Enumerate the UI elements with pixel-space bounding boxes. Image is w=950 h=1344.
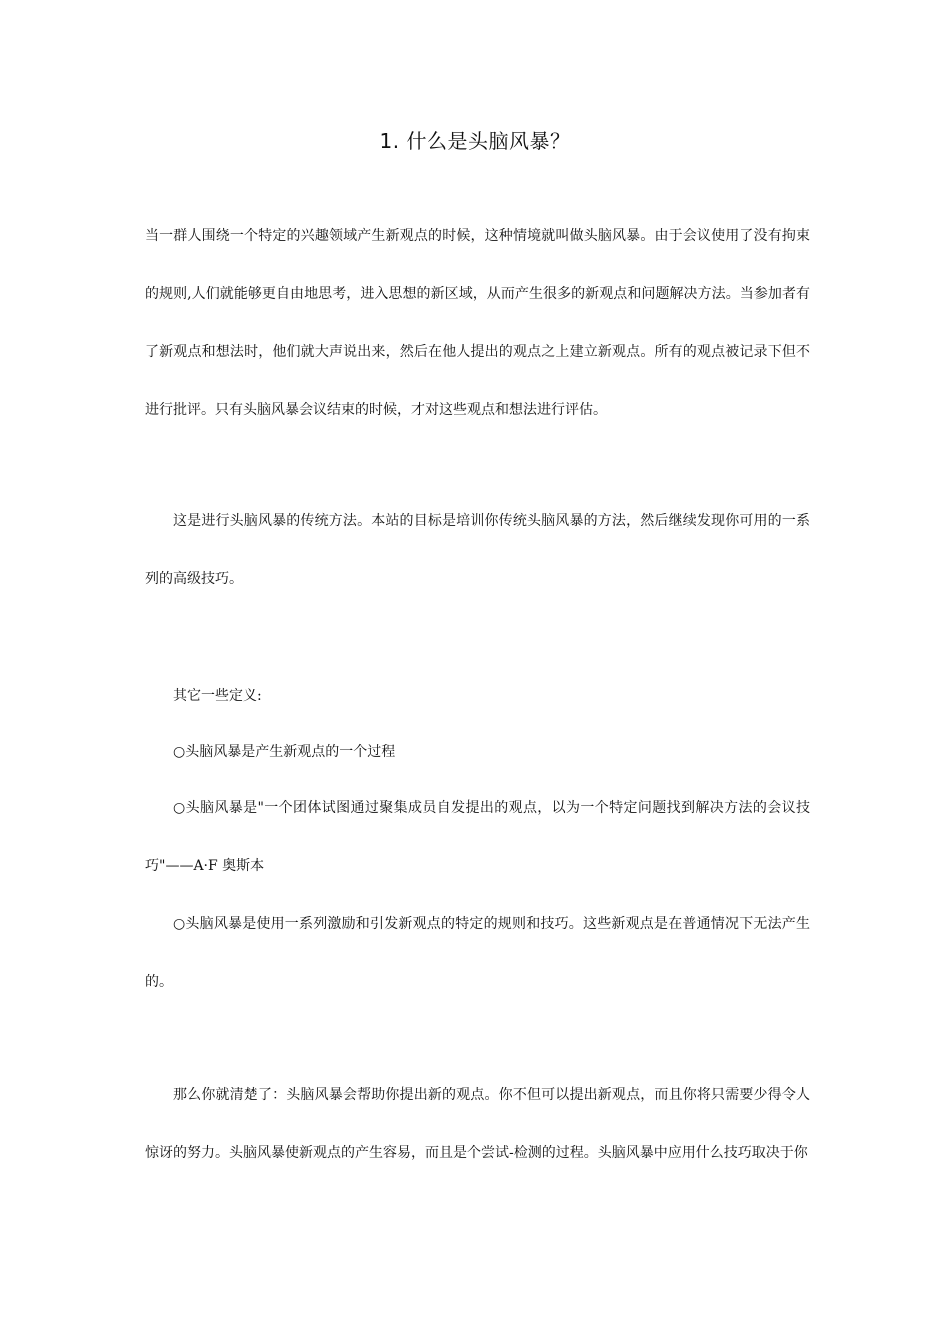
paragraph-traditional-method: 这是进行头脑风暴的传统方法。本站的目标是培训你传统头脑风暴的方法，然后继续发现你可用的一系列的高级技巧。 (145, 513, 810, 587)
definition-item-2: ○头脑风暴是"一个团体试图通过聚集成员自发提出的观点，以为一个特定问题找到解决方法的会议技巧"——A·F 奥斯本 (145, 800, 810, 874)
paragraph-conclusion: 那么你就清楚了：头脑风暴会帮助你提出新的观点。你不但可以提出新观点，而且你将只需要少得令人惊讶的努力。头脑风暴使新观点的产生容易，而且是个尝试-检测的过程。头脑风暴中应用什么技巧取决于你 (145, 1087, 810, 1161)
definition-item-3: ○头脑风暴是使用一系列激励和引发新观点的特定的规则和技巧。这些新观点是在普通情况下无法产生的。 (145, 916, 810, 990)
paragraph-definition: 当一群人围绕一个特定的兴趣领域产生新观点的时候，这种情境就叫做头脑风暴。由于会议使用了没有拘束的规则,人们就能够更自由地思考，进入思想的新区域，从而产生很多的新观点和问题解决方法。当参加者有了新观点和想法时，他们就大声说出来，然后在他人提出的观点之上建立新观点。所有的观点被记录下但不进行批评。只有头脑风暴会议结束的时候，才对这些观点和想法进行评估。 (145, 228, 810, 418)
paragraph-other-definitions-heading: 其它一些定义: (173, 688, 262, 704)
definition-item-1: ○头脑风暴是产生新观点的一个过程 (173, 744, 396, 760)
page-title: 1. 什么是头脑风暴？ (379, 129, 571, 153)
